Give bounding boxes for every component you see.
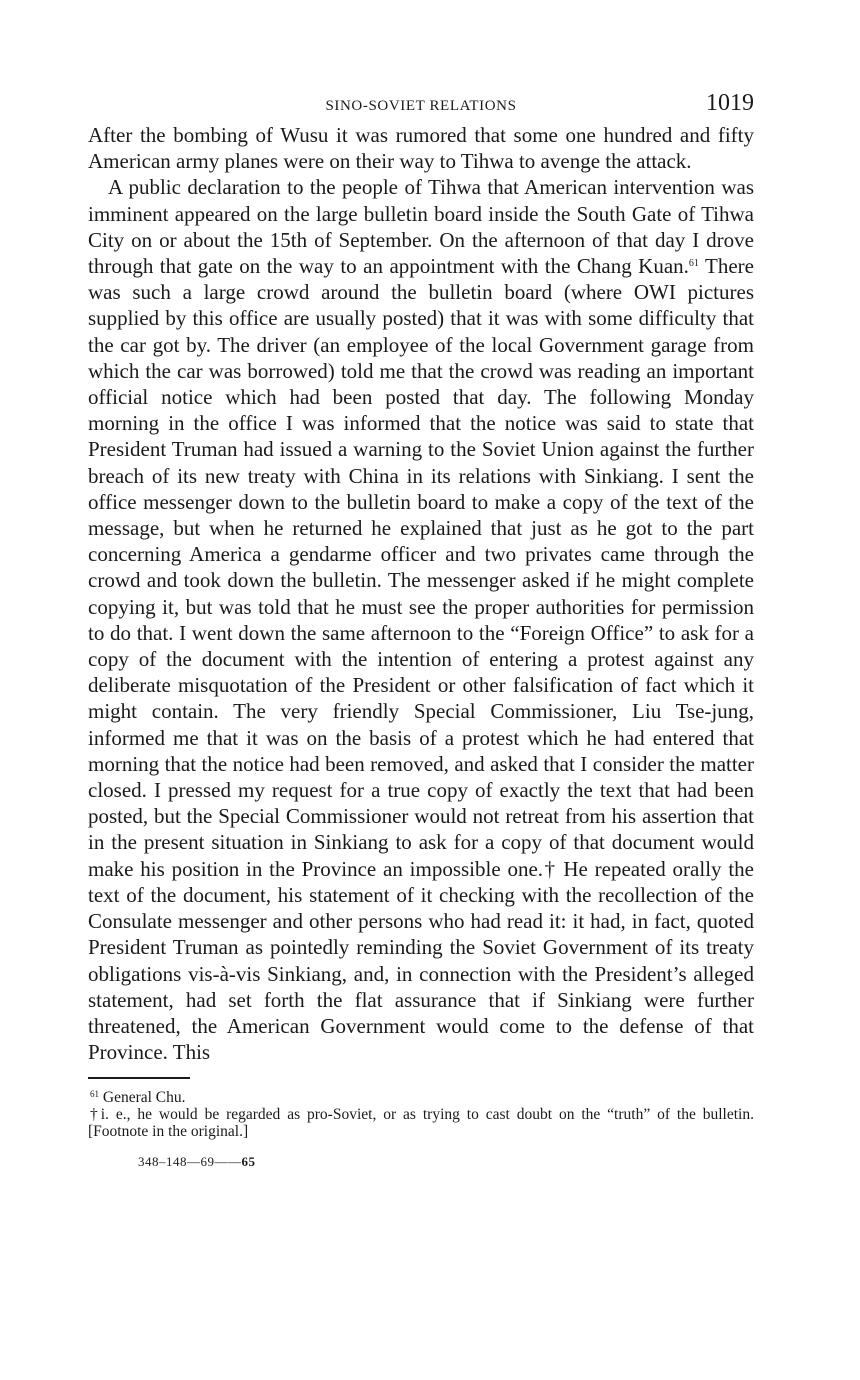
footnote-dagger: †i. e., he would be regarded as pro-Soviet, or as trying to cast doubt on the “truth” of the bulletin. [Footnote in the original.]	[88, 1106, 754, 1141]
footnote-61	[88, 1089, 754, 1106]
body-text	[88, 122, 754, 1065]
print-code-number: 65	[241, 1154, 256, 1170]
paragraph-1: After the bombing of Wusu it was rumored that some one hundred and fifty American army planes were on their way to Tihwa to avenge the attack.	[88, 123, 754, 174]
page-number: 1019	[706, 90, 754, 116]
footnote-reference-61: 61	[688, 258, 699, 270]
paragraph-2-part-2: There was such a large crowd around the bulletin board (where OWI pictures supplied by this office are usually posted) that it was with some difficulty that the car got by. The driver (an employee of the local Government garage from which the car was borrowed) told me that the crowd was reading an important official notice which had been posted that day. The following Monday morning in the office I was informed that the notice was said to state that President Truman had issued a warning to the Soviet Union against the further breach of its new treaty with China in its relations with Sinkiang. I sent the office messenger down to the bulletin board to make a copy of the text of the message, but when he returned he explained that just as he got to the part concerning America a gendarme officer and two privates came through the crowd and took down the bulletin. The messenger asked if he might complete copying it, but was told that he must see the proper authorities for permission to do that. I went down the same afternoon to the “Foreign Office” to ask for a copy of the document with the intention of entering a protest against any deliberate misquotation of the President or other falsification of fact which it might contain. The very friendly Special Commissioner, Liu Tse-jung, informed me that it was on the basis of a protest which he had entered that morning that the notice had been removed, and asked that I consider the matter closed. I pressed my request for a true copy of exactly the text that had been posted, but the Special Commissioner would not retreat from his assertion that in the present situation in Sinkiang to ask for a copy of that document would make his position in the Province an impossible one.† He repeated orally the text of the document, his statement of it checking with the recollection of the Consulate messenger and other persons who had read it: it had, in fact, quoted President Truman as pointedly reminding the Soviet Government of its treaty obligations vis-à-vis Sinkiang, and, in connection with the President’s alleged statement, had set forth the flat assurance that if Sinkiang were further threatened, the American Government would come to the defense of that Province. This	[88, 254, 754, 1065]
footnote-divider	[88, 1077, 190, 1079]
running-title: SINO-SOVIET RELATIONS	[325, 98, 517, 114]
print-code	[88, 1154, 754, 1170]
footnotes	[88, 1089, 754, 1140]
document-page	[88, 88, 754, 1170]
running-head	[88, 88, 754, 122]
footnote-61-mark: 61	[90, 1089, 99, 1100]
paragraph-2	[88, 174, 754, 1065]
paragraph-2-part-1: A public declaration to the people of Tihwa that American intervention was imminent appeared on the large bulletin board inside the South Gate of Tihwa City on or about the 15th of September. On the afternoon of that day I drove through that gate on the way to an appointment with the Chang Kuan.	[88, 175, 754, 279]
footnote-61-text: General Chu.	[99, 1089, 186, 1107]
print-code-prefix: 348–148—69——	[138, 1154, 242, 1170]
